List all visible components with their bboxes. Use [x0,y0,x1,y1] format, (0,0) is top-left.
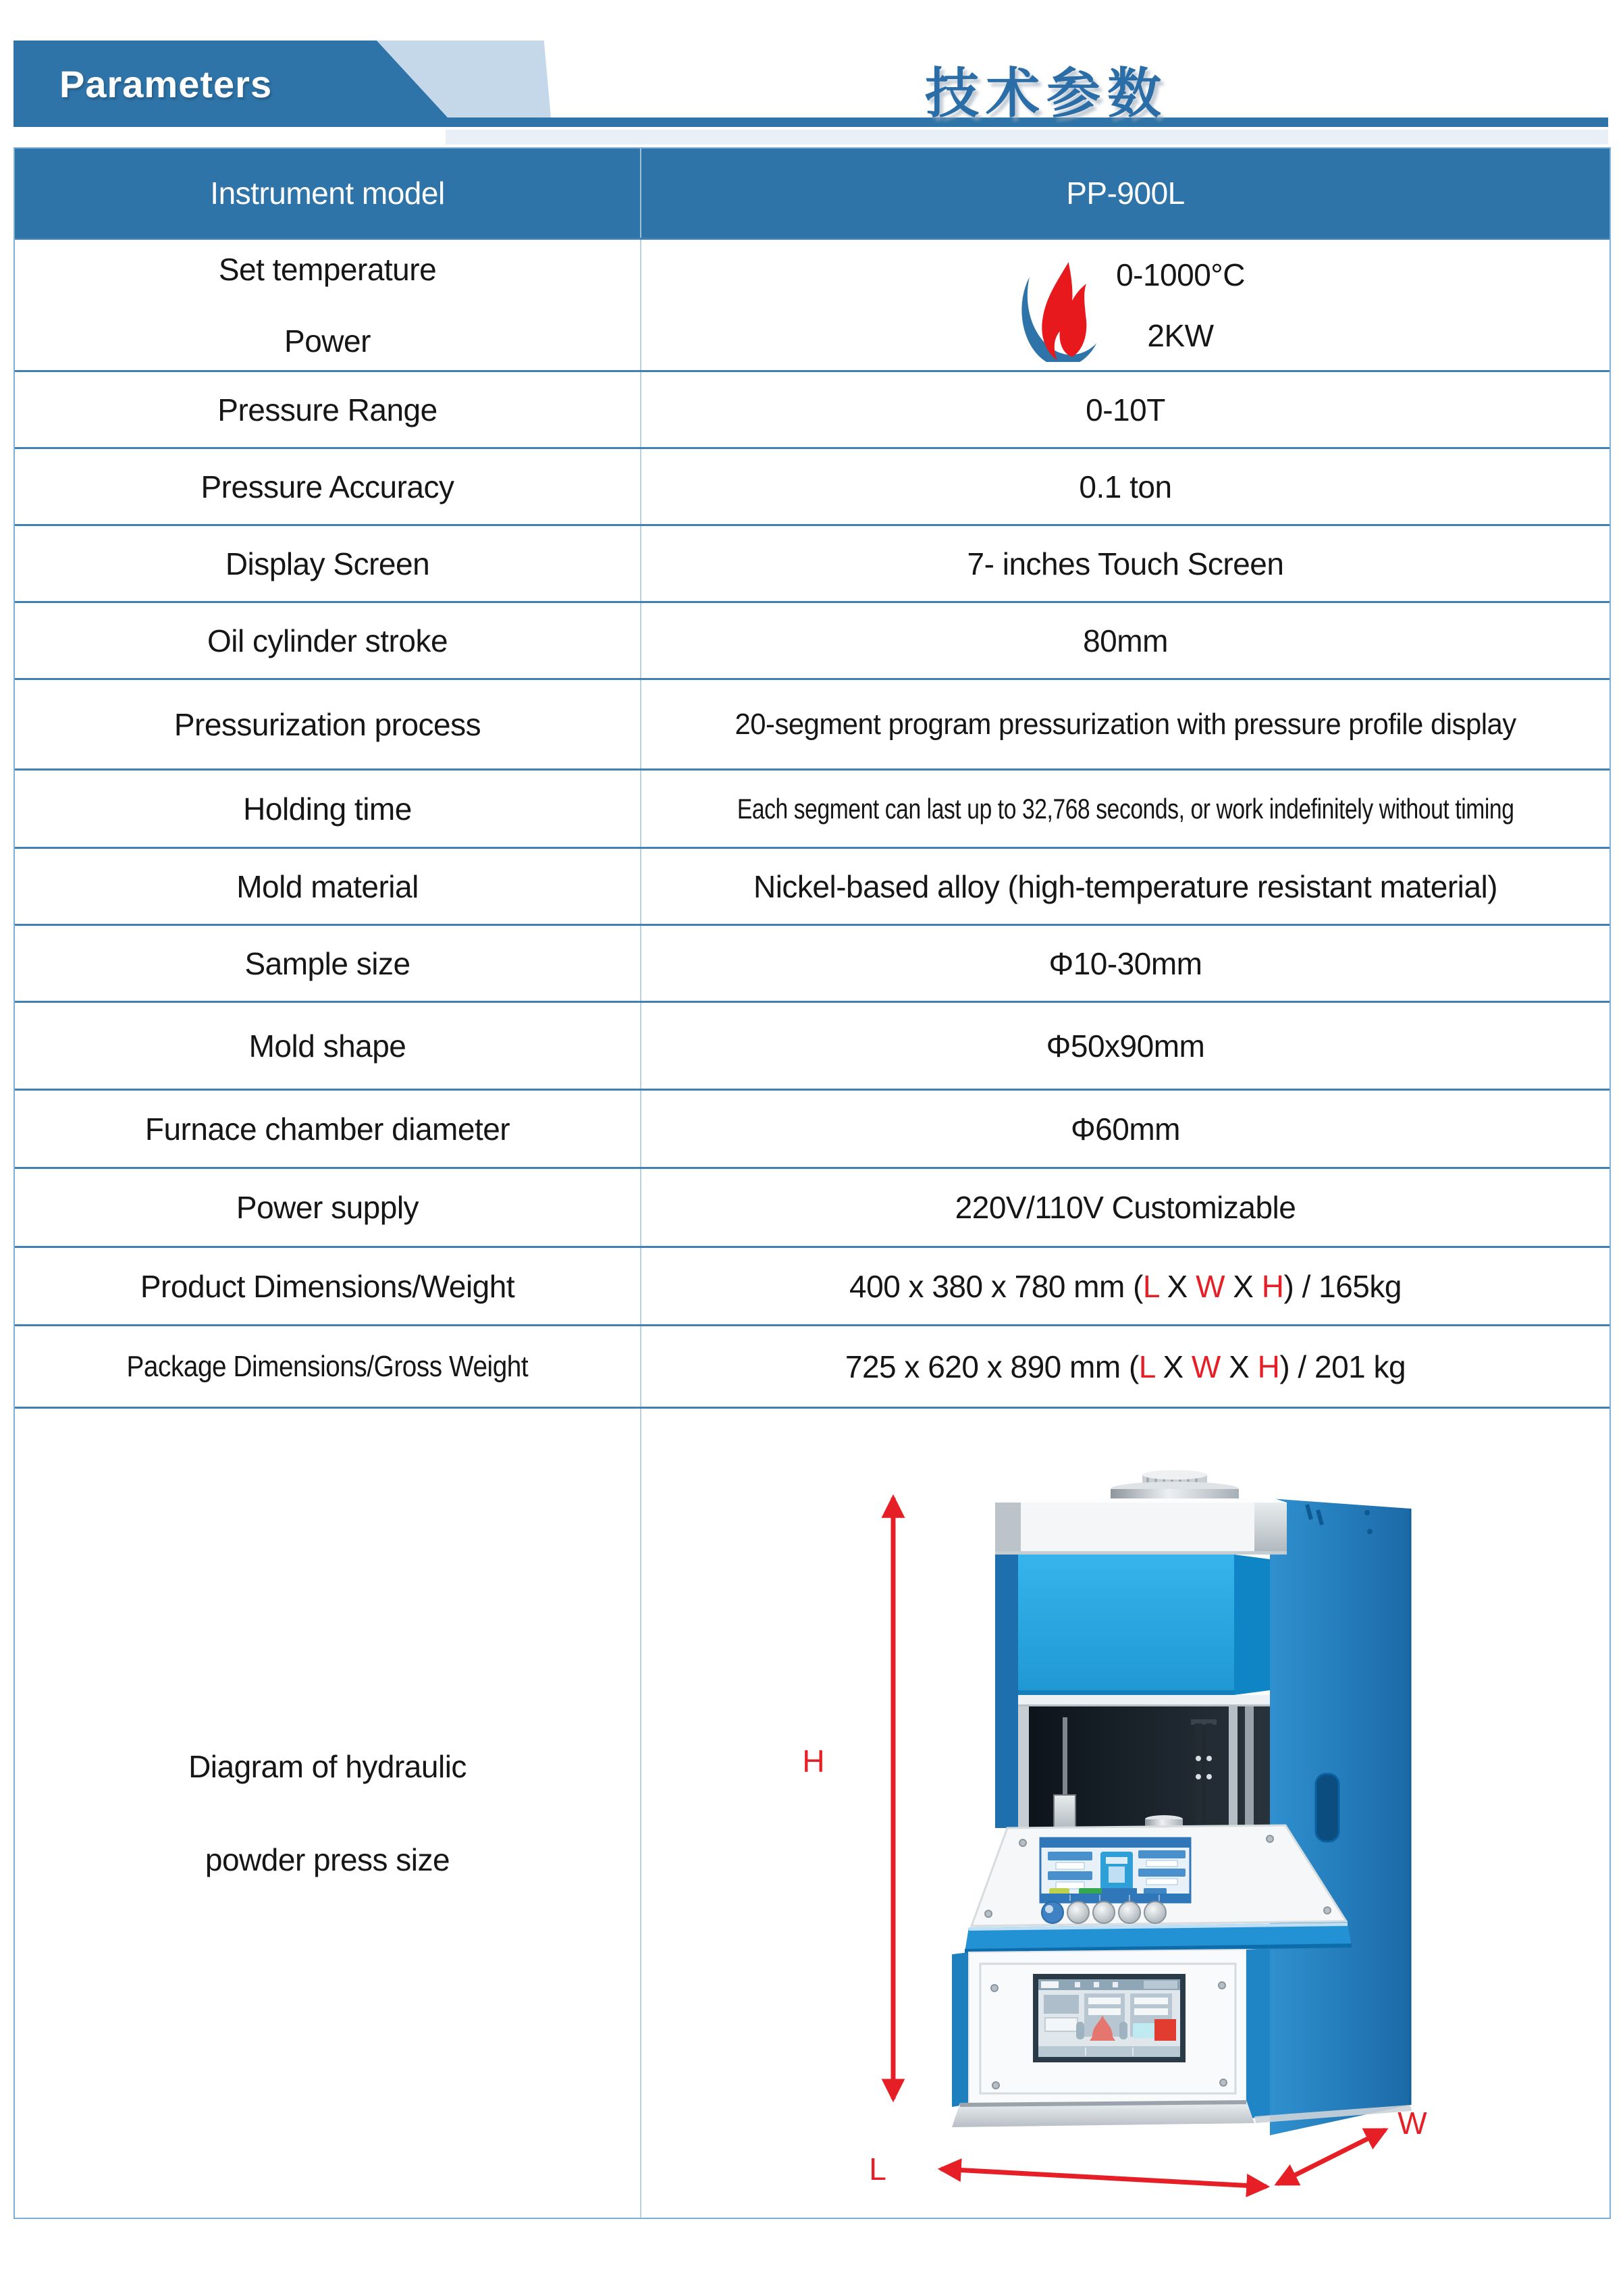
dimension-part: H [1261,1268,1284,1304]
param-label-cell [15,449,641,524]
height-label: H [802,1743,825,1779]
table-row [15,1324,1609,1407]
control-knobs [1042,1902,1166,1923]
header-label: Instrument model [210,176,445,211]
dimension-part: ) / 165kg [1283,1268,1402,1304]
param-value-cell [641,372,1609,447]
param-value-cell [641,1326,1609,1407]
length-arrow [941,2169,1267,2187]
page-title-en: Parameters [59,63,273,105]
width-arrow [1277,2130,1385,2184]
param-value-cell [641,240,1609,370]
param-label: Holding time [243,791,412,827]
banner-shadow-strip [446,130,1608,145]
spec-table [14,147,1611,2219]
press-punch [1054,1795,1075,1831]
param-value [845,1349,1406,1385]
param-label: Package Dimensions/Gross Weight [126,1349,529,1383]
param-label-cell [15,771,641,847]
dimension-part: X [1220,1349,1258,1384]
param-label: Mold material [236,868,419,904]
param-value: 220V/110V Customizable [955,1190,1296,1225]
param-value: 2KW [1147,317,1214,353]
param-label-cell [15,680,641,768]
page-title-zh: 技术参数 [925,63,1168,124]
dimension-part: ) / 201 kg [1279,1349,1406,1384]
dimension-part: W [1191,1349,1221,1384]
param-label: Diagram of hydraulic [188,1749,467,1784]
table-row [15,678,1609,768]
table-row [15,1089,1609,1167]
temperature-power-value [1006,249,1245,362]
dimension-part: 725 x 620 x 890 mm ( [845,1349,1139,1384]
param-label-cell [15,240,641,370]
param-label-cell [15,603,641,678]
table-header-row [15,149,1609,238]
param-label: Power [284,323,371,359]
param-label-cell [15,926,641,1001]
length-label: L [869,2151,886,2187]
param-value: 0-10T [1086,392,1165,427]
param-label-cell [15,372,641,447]
table-row [15,1001,1609,1089]
param-value-cell [641,926,1609,1001]
table-row [15,524,1609,601]
dimension-part: L [1138,1349,1155,1384]
param-value: Φ10-30mm [1048,945,1202,981]
param-label-cell [15,1409,641,2218]
param-value-cell [641,680,1609,768]
header-value-cell [641,149,1609,238]
table-row [15,847,1609,924]
param-label: Sample size [244,945,410,981]
header-value: PP-900L [1066,176,1185,211]
touch-screen [1033,1974,1186,2062]
panel-screen [1040,1838,1190,1902]
param-value: Each segment can last up to 32,768 seconds, or work indefinitely without timing [737,792,1514,825]
param-label-cell [15,1248,641,1324]
dimension-part: W [1196,1268,1225,1304]
param-label-cell [15,1003,641,1089]
param-value-cell [641,1409,1609,2218]
param-value-cell [641,849,1609,924]
param-label-cell [15,526,641,601]
dimension-part: X [1154,1349,1192,1384]
press-lintel-shadow [1018,1704,1270,1706]
press-side-panel [1270,1498,1410,2135]
press-lintel [1018,1695,1270,1706]
lower-cabinet [952,1948,1270,2119]
value-lines [1116,257,1245,354]
param-value: 7- inches Touch Screen [967,546,1284,581]
param-label: Product Dimensions/Weight [140,1268,515,1304]
param-value: Φ60mm [1070,1111,1180,1147]
param-value [849,1268,1402,1305]
table-row [15,1246,1609,1324]
param-label: Pressure Accuracy [201,469,454,504]
param-value: Nickel-based alloy (high-temperature resistant material) [753,868,1497,904]
param-value-cell [641,1091,1609,1167]
dimension-part: X [1159,1268,1196,1304]
width-label: W [1398,2105,1427,2141]
param-value-cell [641,1169,1609,1246]
param-value: 80mm [1083,623,1168,658]
param-label: Oil cylinder stroke [207,623,448,658]
param-value: 0.1 ton [1079,469,1172,504]
param-label-cell [15,1169,641,1246]
dimension-part: H [1257,1349,1280,1384]
dimension-part: L [1142,1268,1159,1304]
table-row [15,768,1609,847]
dimension-part: 400 x 380 x 780 mm ( [849,1268,1143,1304]
stop-button-graphic [1154,2019,1176,2041]
table-row [15,238,1609,370]
param-label-cell [15,1326,641,1407]
param-label: Pressure Range [217,392,437,427]
hydraulic-press-illustration [643,1410,1608,2217]
table-row [15,601,1609,678]
param-value-cell [641,771,1609,847]
param-label: powder press size [205,1842,450,1877]
press-top-cap [995,1498,1287,1555]
param-label: Mold shape [248,1028,406,1064]
table-row [15,1407,1609,2218]
param-value-cell [641,1003,1609,1089]
param-label: Set temperature [218,251,437,287]
param-label-lines [219,251,436,359]
table-row [15,1167,1609,1246]
flame-icon [1006,249,1097,362]
table-row [15,924,1609,1001]
param-value-cell [641,1248,1609,1324]
param-value: 0-1000°C [1116,257,1245,292]
side-handle [1316,1774,1339,1842]
param-label-cell [15,849,641,924]
param-value-cell [641,449,1609,524]
param-label: Pressurization process [174,706,481,742]
param-label-cell [15,1091,641,1167]
table-row [15,370,1609,447]
param-value: 20-segment program pressurization with pressure profile display [735,707,1516,741]
param-value-cell [641,603,1609,678]
param-label-lines [188,1748,467,1878]
param-value: Φ50x90mm [1046,1028,1205,1064]
furnace-housing [1018,1555,1270,1695]
dimension-part: X [1224,1268,1262,1304]
table-row [15,447,1609,524]
param-label: Display Screen [225,546,430,581]
param-value-cell [641,526,1609,601]
param-label: Furnace chamber diameter [144,1111,510,1147]
press-left-edge [995,1555,1018,1828]
header-label-cell [15,149,641,238]
param-label: Power supply [236,1190,419,1225]
control-panel [972,1825,1346,1926]
